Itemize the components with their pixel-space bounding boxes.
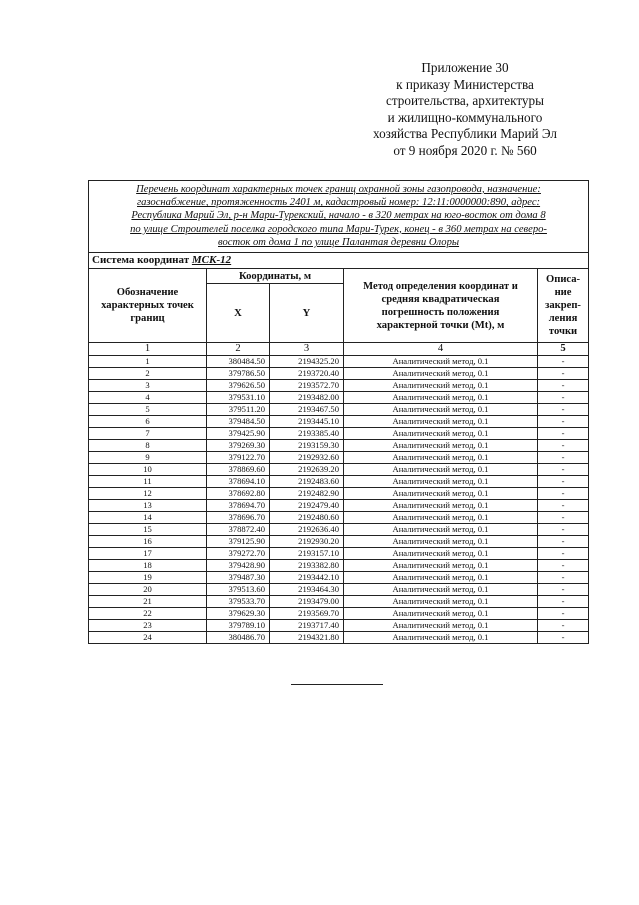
coord-x: 379511.20 [207, 404, 270, 416]
table-row [89, 632, 589, 644]
description-cell: - [538, 524, 589, 536]
description-cell: - [538, 632, 589, 644]
coord-y: 2193159.30 [270, 440, 344, 452]
coord-x: 379425.90 [207, 428, 270, 440]
table-row [89, 440, 589, 452]
annex-line: от 9 ноября 2020 г. № 560 [393, 142, 537, 158]
intro-line: газоснабжение, протяженность 2401 м, кадастровый номер: 12:11:0000000:890, адрес: [137, 197, 541, 209]
table-row [89, 476, 589, 488]
description-cell: - [538, 584, 589, 596]
point-number: 4 [89, 392, 207, 404]
table-row [89, 368, 589, 380]
point-number: 6 [89, 416, 207, 428]
intro-line: восток от дома 1 по улице Палантая деревни Олоры [218, 236, 460, 248]
description-cell: - [538, 464, 589, 476]
description-cell: - [538, 560, 589, 572]
point-number: 22 [89, 608, 207, 620]
method-cell: Аналитический метод, 0.1 [344, 404, 538, 416]
coord-x: 379122.70 [207, 452, 270, 464]
coord-y: 2192932.60 [270, 452, 344, 464]
header-method: Метод определения координат и средняя квадратическая погрешность положения характерной точки (Mt), м [344, 269, 538, 343]
coord-x: 380484.50 [207, 356, 270, 368]
method-cell: Аналитический метод, 0.1 [344, 476, 538, 488]
description-cell: - [538, 452, 589, 464]
description-cell: - [538, 596, 589, 608]
coord-x: 379269.30 [207, 440, 270, 452]
header-coordinates: Координаты, м [207, 269, 344, 284]
table-row [89, 560, 589, 572]
point-number: 15 [89, 524, 207, 536]
point-number: 8 [89, 440, 207, 452]
coord-y: 2192479.40 [270, 500, 344, 512]
coord-y: 2192639.20 [270, 464, 344, 476]
point-number: 16 [89, 536, 207, 548]
description-cell: - [538, 404, 589, 416]
method-cell: Аналитический метод, 0.1 [344, 632, 538, 644]
table-row [89, 524, 589, 536]
annex-line: к приказу Министерства [396, 76, 534, 92]
coord-y: 2193464.30 [270, 584, 344, 596]
point-number: 11 [89, 476, 207, 488]
point-number: 20 [89, 584, 207, 596]
coord-y: 2192636.40 [270, 524, 344, 536]
column-number: 2 [207, 343, 270, 356]
coord-y: 2193467.50 [270, 404, 344, 416]
point-number: 24 [89, 632, 207, 644]
point-number: 12 [89, 488, 207, 500]
column-number: 4 [344, 343, 538, 356]
coord-y: 2192480.60 [270, 512, 344, 524]
intro-line: Республика Марий Эл, р-н Мари-Турекский, начало - в 320 метрах на юго-восток от дома 8 [131, 210, 546, 222]
annex-line: хозяйства Республики Марий Эл [373, 126, 557, 142]
coord-x: 379626.50 [207, 380, 270, 392]
closing-line [291, 684, 383, 685]
table-row [89, 392, 589, 404]
coord-y: 2193382.80 [270, 560, 344, 572]
coord-x: 380486.70 [207, 632, 270, 644]
point-number: 17 [89, 548, 207, 560]
method-cell: Аналитический метод, 0.1 [344, 488, 538, 500]
table-intro [89, 181, 589, 253]
method-cell: Аналитический метод, 0.1 [344, 380, 538, 392]
description-cell: - [538, 572, 589, 584]
description-cell: - [538, 368, 589, 380]
intro-line: по улице Строителей поселка городского типа Мари-Турек, конец - в 360 метрах на северо- [130, 223, 547, 235]
method-cell: Аналитический метод, 0.1 [344, 560, 538, 572]
coord-y: 2193720.40 [270, 368, 344, 380]
method-cell: Аналитический метод, 0.1 [344, 512, 538, 524]
table-row [89, 572, 589, 584]
table-row [89, 548, 589, 560]
point-number: 10 [89, 464, 207, 476]
coord-x: 379513.60 [207, 584, 270, 596]
coord-x: 378869.60 [207, 464, 270, 476]
coordinate-system-value: МСК-12 [191, 254, 232, 267]
point-number: 9 [89, 452, 207, 464]
point-number: 1 [89, 356, 207, 368]
table-row [89, 416, 589, 428]
method-cell: Аналитический метод, 0.1 [344, 368, 538, 380]
table-row [89, 620, 589, 632]
table-row [89, 488, 589, 500]
header-y: Y [270, 284, 344, 343]
coordinates-table [88, 180, 589, 644]
coord-x: 379272.70 [207, 548, 270, 560]
coord-x: 378696.70 [207, 512, 270, 524]
coord-y: 2193717.40 [270, 620, 344, 632]
description-cell: - [538, 428, 589, 440]
coord-x: 378692.80 [207, 488, 270, 500]
description-cell: - [538, 620, 589, 632]
description-cell: - [538, 536, 589, 548]
table-row [89, 380, 589, 392]
method-cell: Аналитический метод, 0.1 [344, 608, 538, 620]
coord-x: 379484.50 [207, 416, 270, 428]
coord-y: 2193442.10 [270, 572, 344, 584]
coord-y: 2193479.00 [270, 596, 344, 608]
table-row [89, 584, 589, 596]
coord-y: 2193482.00 [270, 392, 344, 404]
description-cell: - [538, 608, 589, 620]
point-number: 19 [89, 572, 207, 584]
table-row [89, 536, 589, 548]
description-cell: - [538, 416, 589, 428]
table-row [89, 428, 589, 440]
method-cell: Аналитический метод, 0.1 [344, 440, 538, 452]
coord-x: 379487.30 [207, 572, 270, 584]
coordinate-system-label: Система координат [92, 254, 190, 267]
method-cell: Аналитический метод, 0.1 [344, 500, 538, 512]
point-number: 3 [89, 380, 207, 392]
table-row [89, 464, 589, 476]
coord-x: 379533.70 [207, 596, 270, 608]
coord-y: 2194325.20 [270, 356, 344, 368]
header-x: X [207, 284, 270, 343]
point-number: 2 [89, 368, 207, 380]
method-cell: Аналитический метод, 0.1 [344, 620, 538, 632]
coord-x: 379789.10 [207, 620, 270, 632]
method-cell: Аналитический метод, 0.1 [344, 572, 538, 584]
coord-y: 2193572.70 [270, 380, 344, 392]
method-cell: Аналитический метод, 0.1 [344, 524, 538, 536]
coord-x: 379786.50 [207, 368, 270, 380]
coord-x: 378694.70 [207, 500, 270, 512]
method-cell: Аналитический метод, 0.1 [344, 464, 538, 476]
table-row [89, 596, 589, 608]
description-cell: - [538, 548, 589, 560]
point-number: 23 [89, 620, 207, 632]
method-cell: Аналитический метод, 0.1 [344, 584, 538, 596]
coord-y: 2193445.10 [270, 416, 344, 428]
table-row [89, 500, 589, 512]
method-cell: Аналитический метод, 0.1 [344, 596, 538, 608]
coord-y: 2193157.10 [270, 548, 344, 560]
annex-line: Приложение 30 [421, 60, 509, 75]
method-cell: Аналитический метод, 0.1 [344, 356, 538, 368]
point-number: 7 [89, 428, 207, 440]
coord-x: 378694.10 [207, 476, 270, 488]
table-row [89, 608, 589, 620]
column-number: 5 [538, 343, 589, 356]
table-row [89, 452, 589, 464]
point-number: 13 [89, 500, 207, 512]
method-cell: Аналитический метод, 0.1 [344, 548, 538, 560]
method-cell: Аналитический метод, 0.1 [344, 416, 538, 428]
coord-x: 379428.90 [207, 560, 270, 572]
table-row [89, 404, 589, 416]
description-cell: - [538, 476, 589, 488]
method-cell: Аналитический метод, 0.1 [344, 452, 538, 464]
coord-y: 2194321.80 [270, 632, 344, 644]
column-number-row [89, 343, 589, 356]
annex-line: и жилищно-коммунального [387, 109, 543, 125]
coord-y: 2192483.60 [270, 476, 344, 488]
coord-x: 378872.40 [207, 524, 270, 536]
description-cell: - [538, 500, 589, 512]
description-cell: - [538, 512, 589, 524]
table-row [89, 512, 589, 524]
table-row [89, 356, 589, 368]
coord-x: 379531.10 [207, 392, 270, 404]
coord-y: 2192930.20 [270, 536, 344, 548]
coord-y: 2193569.70 [270, 608, 344, 620]
description-cell: - [538, 488, 589, 500]
point-number: 21 [89, 596, 207, 608]
coord-x: 379125.90 [207, 536, 270, 548]
point-number: 14 [89, 512, 207, 524]
description-cell: - [538, 392, 589, 404]
annex-header [330, 60, 600, 160]
method-cell: Аналитический метод, 0.1 [344, 428, 538, 440]
method-cell: Аналитический метод, 0.1 [344, 536, 538, 548]
point-number: 5 [89, 404, 207, 416]
header-description: Описа- ние закреп- ления точки [538, 269, 589, 343]
coord-y: 2193385.40 [270, 428, 344, 440]
description-cell: - [538, 356, 589, 368]
annex-line: строительства, архитектуры [386, 93, 544, 109]
header-designation: Обозначение характерных точек границ [89, 269, 207, 343]
point-number: 18 [89, 560, 207, 572]
method-cell: Аналитический метод, 0.1 [344, 392, 538, 404]
column-number: 1 [89, 343, 207, 356]
intro-line: Перечень координат характерных точек границ охранной зоны газопровода, назначение: [136, 184, 541, 195]
coordinate-system [89, 253, 589, 269]
coord-y: 2192482.90 [270, 488, 344, 500]
description-cell: - [538, 440, 589, 452]
description-cell: - [538, 380, 589, 392]
column-number: 3 [270, 343, 344, 356]
coord-x: 379629.30 [207, 608, 270, 620]
